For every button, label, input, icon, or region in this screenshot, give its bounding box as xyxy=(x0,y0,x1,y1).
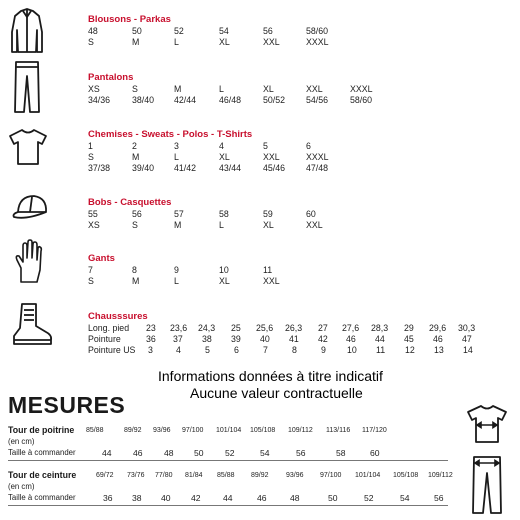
size-cell: L xyxy=(219,84,224,94)
size-cell: 42/44 xyxy=(174,95,197,105)
category-title-shirts: Chemises - Sweats - Polos - T-Shirts xyxy=(88,129,253,140)
size-cell: 6 xyxy=(306,141,311,151)
size-cell: XL xyxy=(263,220,274,230)
size-cell: 58 xyxy=(219,209,229,219)
size-cell: 6 xyxy=(234,345,239,355)
size-cell: 55 xyxy=(88,209,98,219)
size-cell: 38 xyxy=(202,334,212,344)
range-cell: 89/92 xyxy=(251,472,269,479)
range-cell: 69/72 xyxy=(96,472,114,479)
size-cell: L xyxy=(174,37,179,47)
size-cell: 37/38 xyxy=(88,163,111,173)
size-cell: 50/52 xyxy=(263,95,286,105)
size-cell: 27 xyxy=(318,323,328,333)
size-cell: 41/42 xyxy=(174,163,197,173)
size-cell: 1 xyxy=(88,141,93,151)
size-cell: S xyxy=(88,37,94,47)
size-cell: 45 xyxy=(404,334,414,344)
size-cell: 8 xyxy=(132,265,137,275)
size-cell: 3 xyxy=(174,141,179,151)
chest-measure-icon xyxy=(466,403,508,445)
size-cell: 54 xyxy=(219,26,229,36)
size-cell: 27,6 xyxy=(342,323,360,333)
size-cell: 25,6 xyxy=(256,323,274,333)
tshirt-icon xyxy=(8,127,48,167)
size-cell: 23,6 xyxy=(170,323,188,333)
size-cell: 23 xyxy=(146,323,156,333)
size-cell: 50 xyxy=(194,448,204,458)
size-cell: XXL xyxy=(306,220,323,230)
range-cell: 93/96 xyxy=(153,427,171,434)
size-cell: 44 xyxy=(102,448,112,458)
waist-unit: (en cm) xyxy=(8,482,35,491)
size-cell: XL xyxy=(219,276,230,286)
size-cell: 9 xyxy=(174,265,179,275)
size-cell: M xyxy=(132,37,140,47)
disclaimer-line-1: Informations données à titre indicatif xyxy=(158,368,383,384)
size-cell: S xyxy=(132,84,138,94)
category-title-trousers: Pantalons xyxy=(88,72,134,83)
range-cell: 89/92 xyxy=(124,427,142,434)
chest-size-label: Taille à commander xyxy=(8,448,76,457)
size-cell: XS xyxy=(88,220,100,230)
waist-size-label: Taille à commander xyxy=(8,493,76,502)
category-title-shoes: Chausssures xyxy=(88,311,148,322)
size-cell: 13 xyxy=(434,345,444,355)
row-label: Long. pied xyxy=(88,323,130,333)
size-cell: 46 xyxy=(133,448,143,458)
size-cell: 40 xyxy=(260,334,270,344)
size-cell: M xyxy=(132,152,140,162)
size-cell: 10 xyxy=(347,345,357,355)
size-cell: 52 xyxy=(174,26,184,36)
range-cell: 105/108 xyxy=(250,427,276,434)
size-cell: L xyxy=(219,220,224,230)
size-cell: 43/44 xyxy=(219,163,242,173)
size-cell: 40 xyxy=(161,493,171,503)
size-cell: L xyxy=(174,152,179,162)
measures-title: MESURES xyxy=(8,392,126,418)
range-cell: 73/76 xyxy=(127,472,145,479)
size-cell: 39 xyxy=(231,334,241,344)
size-cell: XXL xyxy=(263,37,280,47)
range-cell: 93/96 xyxy=(286,472,304,479)
size-cell: 38 xyxy=(132,493,142,503)
size-cell: 48 xyxy=(88,26,98,36)
size-cell: 24,3 xyxy=(198,323,216,333)
boot-icon xyxy=(10,302,54,348)
category-title-jackets: Blousons - Parkas xyxy=(88,14,171,25)
size-cell: 52 xyxy=(225,448,235,458)
size-cell: 48 xyxy=(290,493,300,503)
size-cell: 57 xyxy=(174,209,184,219)
size-cell: 28,3 xyxy=(371,323,389,333)
size-cell: 46 xyxy=(433,334,443,344)
size-cell: XL xyxy=(219,152,230,162)
jacket-icon xyxy=(10,8,44,54)
size-cell: S xyxy=(132,220,138,230)
size-cell: 7 xyxy=(88,265,93,275)
size-cell: 42 xyxy=(318,334,328,344)
size-cell: 30,3 xyxy=(458,323,476,333)
size-cell: 41 xyxy=(289,334,299,344)
size-cell: XL xyxy=(263,84,274,94)
size-cell: XXXL xyxy=(350,84,373,94)
size-cell: 54 xyxy=(260,448,270,458)
size-cell: 56 xyxy=(132,209,142,219)
chest-label: Tour de poitrine xyxy=(8,425,75,435)
size-cell: M xyxy=(174,84,182,94)
chest-unit: (en cm) xyxy=(8,437,35,446)
size-cell: 60 xyxy=(370,448,380,458)
size-cell: 38/40 xyxy=(132,95,155,105)
size-cell: 8 xyxy=(292,345,297,355)
size-cell: XXL xyxy=(306,84,323,94)
divider xyxy=(8,460,448,461)
size-cell: 56 xyxy=(434,493,444,503)
size-cell: XXXL xyxy=(306,37,329,47)
size-cell: 4 xyxy=(219,141,224,151)
size-cell: 34/36 xyxy=(88,95,111,105)
range-cell: 101/104 xyxy=(216,427,242,434)
size-cell: 46 xyxy=(346,334,356,344)
range-cell: 117/120 xyxy=(362,427,387,434)
size-cell: 42 xyxy=(191,493,201,503)
size-cell: XXL xyxy=(263,276,280,286)
range-cell: 105/108 xyxy=(393,472,419,479)
row-label: Pointure US xyxy=(88,345,136,355)
divider xyxy=(8,505,448,506)
size-cell: 36 xyxy=(146,334,156,344)
size-cell: 58/60 xyxy=(306,26,329,36)
size-cell: 12 xyxy=(405,345,415,355)
disclaimer-line-2: Aucune valeur contractuelle xyxy=(190,385,363,401)
range-cell: 101/104 xyxy=(355,472,381,479)
range-cell: 109/112 xyxy=(428,472,453,479)
glove-icon xyxy=(14,238,44,284)
row-label: Pointure xyxy=(88,334,121,344)
size-cell: 44 xyxy=(375,334,385,344)
size-cell: 29,6 xyxy=(429,323,447,333)
size-cell: 39/40 xyxy=(132,163,155,173)
size-cell: 45/46 xyxy=(263,163,286,173)
category-title-gloves: Gants xyxy=(88,253,115,264)
size-cell: XXL xyxy=(263,152,280,162)
size-cell: 54 xyxy=(400,493,410,503)
size-cell: XS xyxy=(88,84,100,94)
size-cell: 14 xyxy=(463,345,473,355)
category-title-caps: Bobs - Casquettes xyxy=(88,197,172,208)
range-cell: 77/80 xyxy=(155,472,173,479)
size-cell: 59 xyxy=(263,209,273,219)
size-cell: 2 xyxy=(132,141,137,151)
waist-measure-icon xyxy=(470,455,504,515)
size-cell: 3 xyxy=(148,345,153,355)
range-cell: 97/100 xyxy=(320,472,342,479)
size-cell: M xyxy=(132,276,140,286)
size-cell: 5 xyxy=(263,141,268,151)
size-cell: 60 xyxy=(306,209,316,219)
size-cell: 56 xyxy=(296,448,306,458)
size-cell: 36 xyxy=(103,493,113,503)
size-cell: 10 xyxy=(219,265,229,275)
size-cell: S xyxy=(88,152,94,162)
trousers-icon xyxy=(13,60,41,114)
size-cell: 56 xyxy=(263,26,273,36)
size-cell: 9 xyxy=(321,345,326,355)
size-cell: XL xyxy=(219,37,230,47)
range-cell: 85/88 xyxy=(217,472,235,479)
size-cell: S xyxy=(88,276,94,286)
size-cell: 58 xyxy=(336,448,346,458)
size-cell: 25 xyxy=(231,323,241,333)
range-cell: 85/88 xyxy=(86,427,104,434)
size-cell: XXXL xyxy=(306,152,329,162)
size-cell: 47/48 xyxy=(306,163,329,173)
size-cell: 11 xyxy=(263,265,273,275)
size-cell: 50 xyxy=(132,26,142,36)
size-cell: 46/48 xyxy=(219,95,242,105)
size-cell: L xyxy=(174,276,179,286)
range-cell: 97/100 xyxy=(182,427,204,434)
size-cell: 58/60 xyxy=(350,95,373,105)
range-cell: 109/112 xyxy=(288,427,313,434)
size-cell: 4 xyxy=(176,345,181,355)
size-cell: 7 xyxy=(263,345,268,355)
size-cell: M xyxy=(174,220,182,230)
size-cell: 29 xyxy=(404,323,414,333)
size-cell: 52 xyxy=(364,493,374,503)
range-cell: 81/84 xyxy=(185,472,203,479)
size-cell: 50 xyxy=(328,493,338,503)
range-cell: 113/116 xyxy=(326,427,351,434)
size-cell: 46 xyxy=(257,493,267,503)
cap-icon xyxy=(10,190,50,222)
size-cell: 11 xyxy=(376,345,386,355)
size-cell: 5 xyxy=(205,345,210,355)
size-cell: 47 xyxy=(462,334,472,344)
size-cell: 26,3 xyxy=(285,323,303,333)
waist-label: Tour de ceinture xyxy=(8,470,77,480)
size-cell: 37 xyxy=(173,334,183,344)
size-cell: 54/56 xyxy=(306,95,329,105)
size-cell: 44 xyxy=(223,493,233,503)
size-cell: 48 xyxy=(164,448,174,458)
